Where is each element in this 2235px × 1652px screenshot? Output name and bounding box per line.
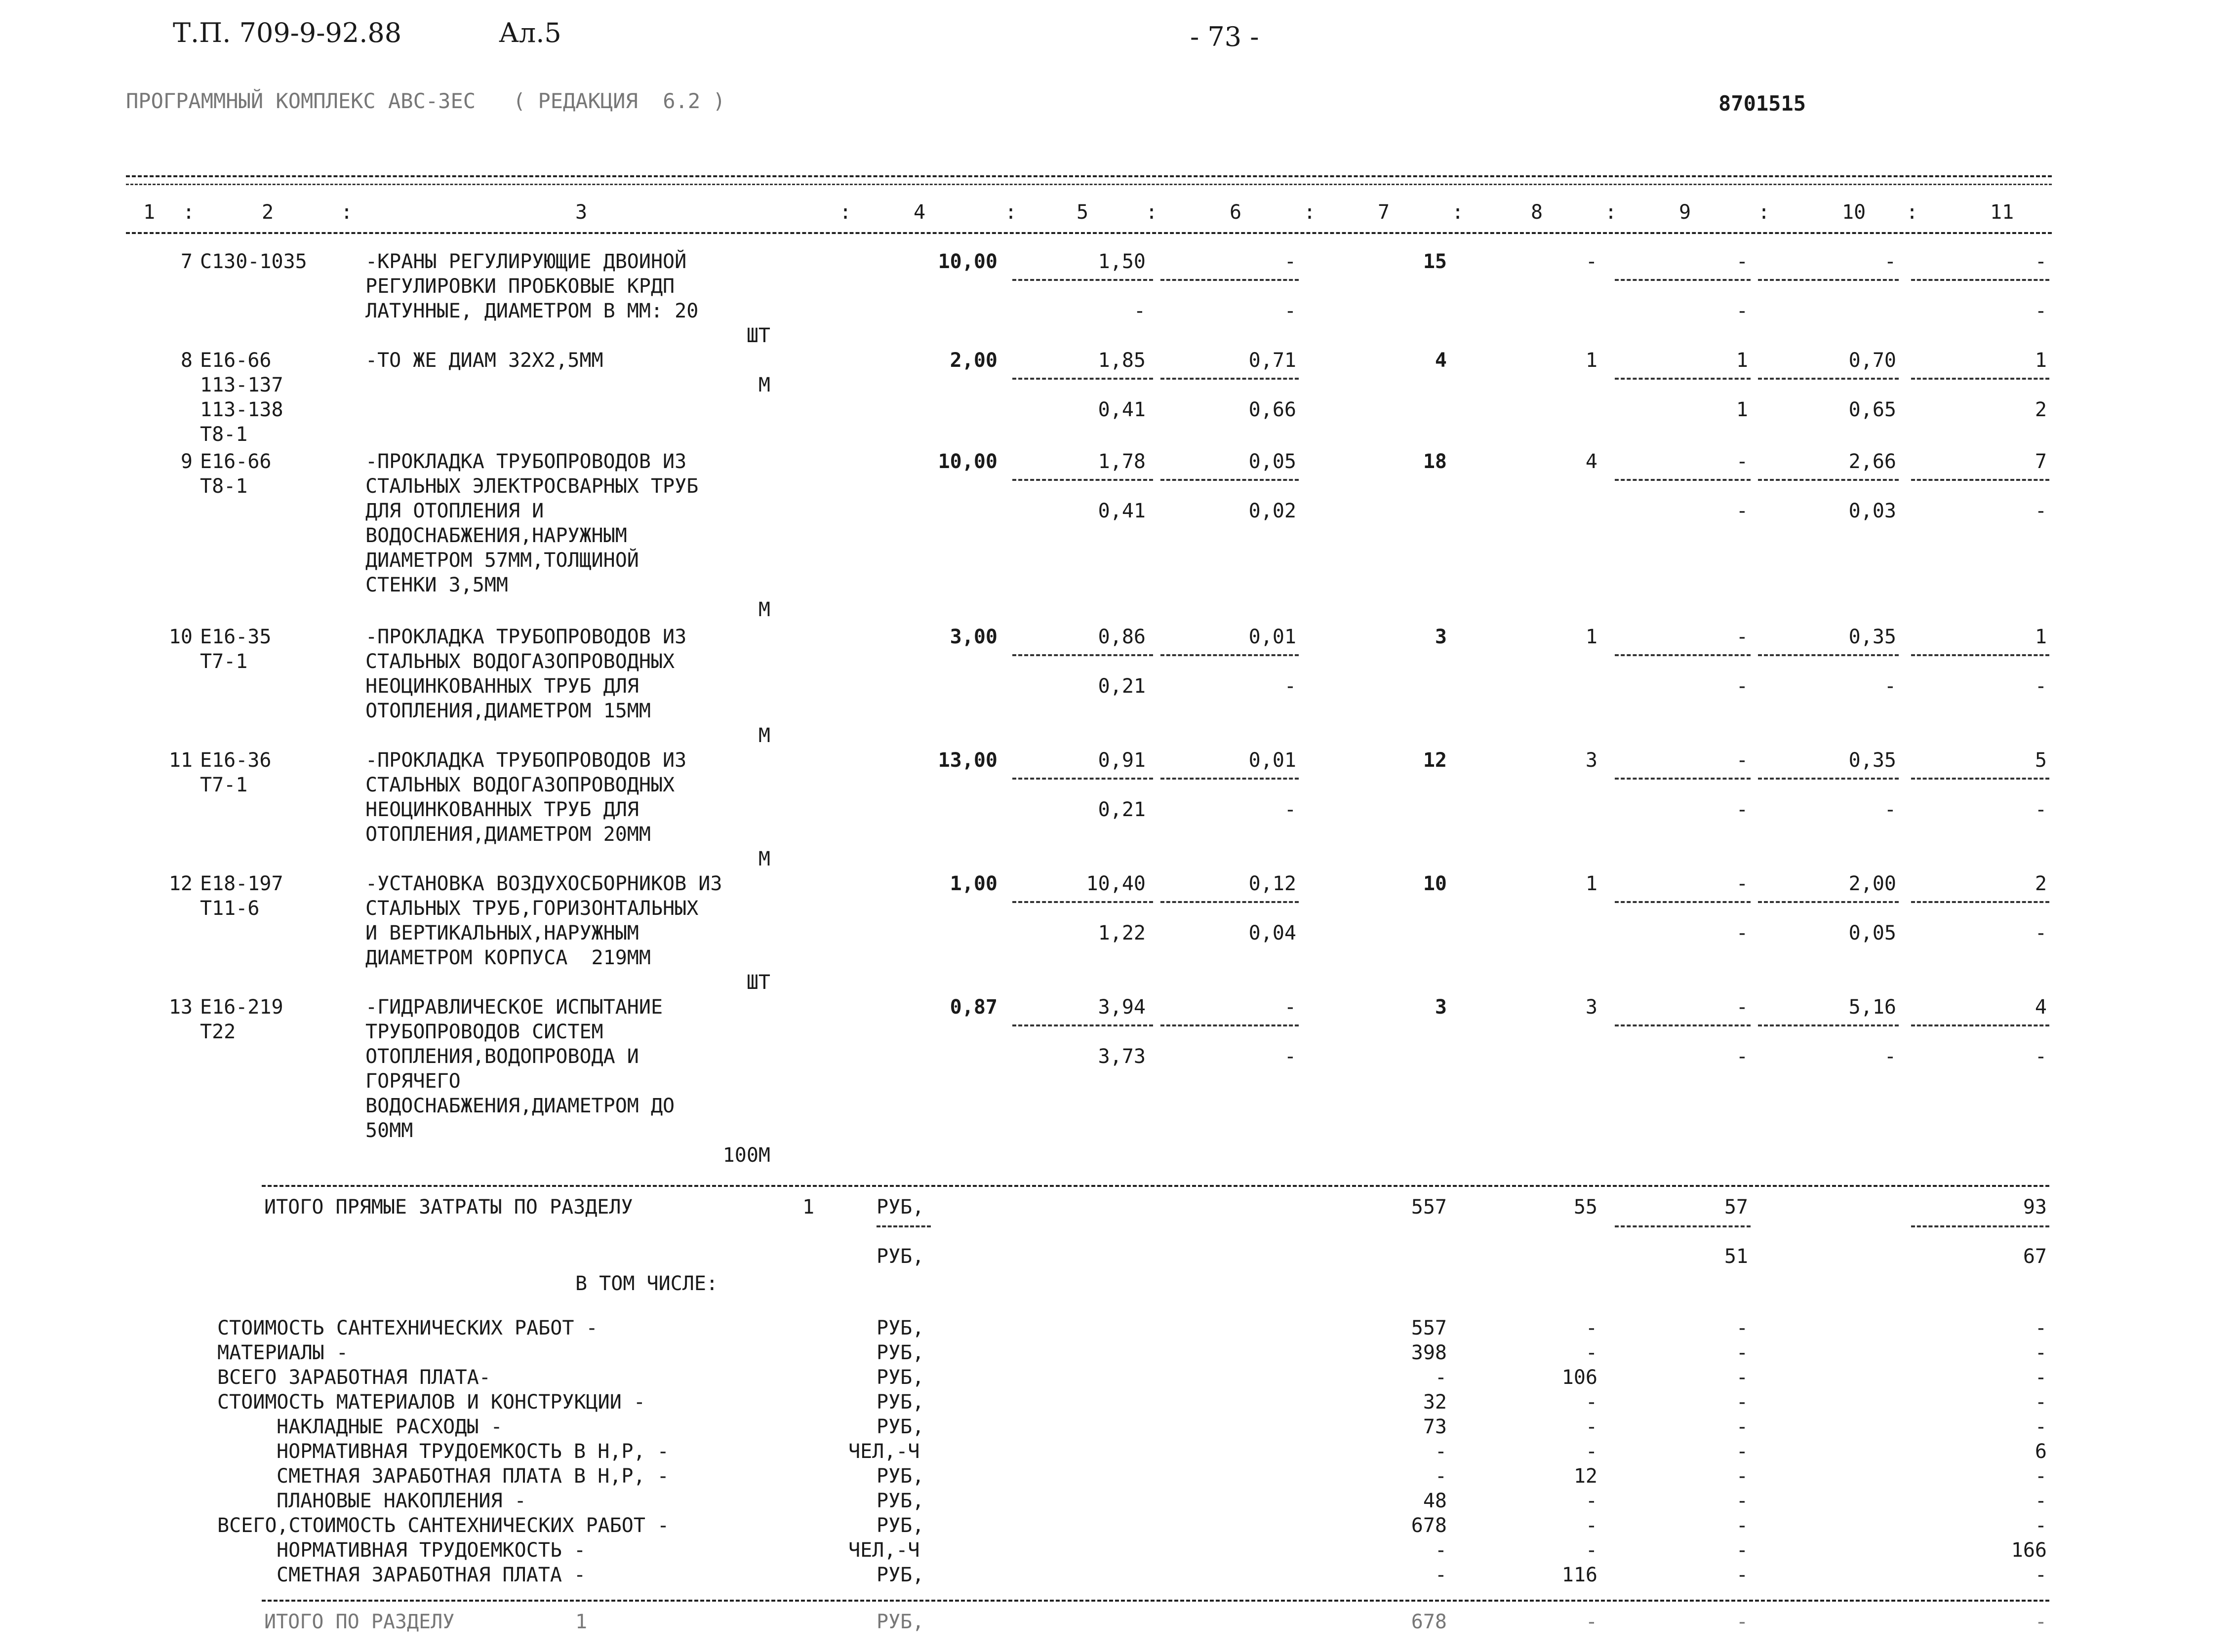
breakdown-label: ВСЕГО,СТОИМОСТЬ САНТЕХНИЧЕСКИХ РАБОТ - (217, 1514, 670, 1537)
footer-label: ИТОГО ПО РАЗДЕЛУ (264, 1611, 455, 1633)
breakdown-unit: РУБ, (877, 1564, 924, 1586)
column-number: : (1758, 201, 1770, 224)
row-unit: 100М (722, 1144, 770, 1167)
breakdown-labor: - (2035, 1465, 2047, 1488)
row-code: Е16-219 (200, 996, 283, 1019)
row-code: Е16-66 (200, 450, 272, 473)
unit-machine-cost: - (1284, 250, 1296, 273)
breakdown-labor: - (2035, 1564, 2047, 1586)
unit-cost: 0,86 (1098, 626, 1146, 648)
document-number: 8701515 (1718, 91, 1806, 116)
quantity: 1,00 (950, 872, 998, 895)
breakdown-wage: 116 (1561, 1564, 1597, 1586)
totals-underline (1615, 1225, 1751, 1227)
breakdown-cost: 557 (1411, 1317, 1447, 1339)
breakdown-unit: РУБ, (877, 1317, 924, 1339)
row-code: Е16-66 (200, 349, 272, 372)
total-cost: 4 (1435, 349, 1447, 372)
row-code: Е16-36 (200, 749, 272, 772)
total-cost: 10 (1423, 872, 1447, 895)
total-wage: 4 (1585, 450, 1597, 473)
totals-label: ИТОГО ПРЯМЫЕ ЗАТРАТЫ ПО РАЗДЕЛУ (264, 1196, 633, 1219)
unit-cost-wage: - (1133, 300, 1146, 322)
page-number: - 73 - (1190, 21, 1259, 52)
breakdown-labor: - (2035, 1416, 2047, 1438)
labor-total: 1 (2035, 626, 2047, 648)
row-description: -ПРОКЛАДКА ТРУБОПРОВОДОВ ИЗ (365, 450, 687, 473)
breakdown-unit: РУБ, (877, 1514, 924, 1537)
unit-cost-wage: 3,73 (1098, 1045, 1146, 1068)
row-description: -ГИДРАВЛИЧЕСКОЕ ИСПЫТАНИЕ (365, 996, 663, 1019)
column-number: 1 (143, 201, 156, 224)
cell-underline (1160, 378, 1299, 380)
breakdown-wage: - (1585, 1391, 1597, 1414)
breakdown-machine: - (1736, 1465, 1748, 1488)
cell-underline (1911, 654, 2049, 656)
row-code: 113-138 (200, 398, 283, 421)
breakdown-machine: - (1736, 1440, 1748, 1463)
row-number: 7 (180, 250, 193, 273)
total-machine-wage: - (1736, 675, 1748, 698)
row-number: 9 (180, 450, 193, 473)
column-number: : (1304, 201, 1316, 224)
breakdown-label: ВСЕГО ЗАРАБОТНАЯ ПЛАТА- (217, 1366, 491, 1389)
cell-underline (1911, 1024, 2049, 1026)
footer-unit: РУБ, (877, 1611, 924, 1633)
breakdown-labor: - (2035, 1391, 2047, 1414)
cell-underline (1012, 654, 1153, 656)
labor-per-unit: 2,66 (1848, 450, 1896, 473)
row-code: Т7-1 (200, 774, 248, 796)
quantity: 10,00 (938, 250, 998, 273)
breakdown-cost: - (1435, 1564, 1447, 1586)
unit-machine-cost: 0,12 (1248, 872, 1296, 895)
row-description: ВОДОСНАБЖЕНИЯ,ДИАМЕТРОМ ДО (365, 1095, 675, 1117)
cell-underline (1615, 479, 1751, 481)
row-description: ЛАТУННЫЕ, ДИАМЕТРОМ В ММ: 20 (365, 300, 699, 322)
row-unit: ШТ (746, 971, 770, 994)
column-number: 5 (1077, 201, 1089, 224)
breakdown-wage: - (1585, 1416, 1597, 1438)
quantity: 0,87 (950, 996, 998, 1019)
breakdown-machine: - (1736, 1391, 1748, 1414)
row-description: ГОРЯЧЕГО (365, 1070, 461, 1093)
column-number: 7 (1378, 201, 1390, 224)
row-description: -КРАНЫ РЕГУЛИРУЮЩИЕ ДВОИНОЙ (365, 250, 687, 273)
labor-total: 1 (2035, 349, 2047, 372)
row-number: 12 (168, 872, 193, 895)
row-number: 11 (168, 749, 193, 772)
unit-machine-cost: 0,05 (1248, 450, 1296, 473)
total-wage: 3 (1585, 996, 1597, 1019)
column-number: : (341, 201, 353, 224)
cell-underline (1160, 901, 1299, 903)
unit-machine-wage: - (1284, 1045, 1296, 1068)
column-number: : (183, 201, 195, 224)
total-cost: 18 (1423, 450, 1447, 473)
labor-total-2: - (2035, 922, 2047, 944)
unit-cost-wage: 0,41 (1098, 500, 1146, 522)
labor-total: - (2035, 250, 2047, 273)
row-number: 10 (168, 626, 193, 648)
unit-cost-wage: 1,22 (1098, 922, 1146, 944)
cell-underline (1911, 901, 2049, 903)
breakdown-unit: РУБ, (877, 1416, 924, 1438)
breakdown-wage: 12 (1573, 1465, 1597, 1488)
breakdown-labor: - (2035, 1366, 2047, 1389)
total-machine: - (1736, 996, 1748, 1019)
row-code: 113-137 (200, 374, 283, 396)
breakdown-label: МАТЕРИАЛЫ - (217, 1341, 348, 1364)
column-number: 8 (1531, 201, 1543, 224)
column-number: : (1452, 201, 1464, 224)
row-description: 50ММ (365, 1119, 413, 1142)
row-unit: ШТ (746, 324, 770, 347)
row-unit: М (758, 598, 770, 621)
breakdown-label: СМЕТНАЯ ЗАРАБОТНАЯ ПЛАТА В Н,Р, - (277, 1465, 669, 1488)
totals-machine-wage: 51 (1724, 1245, 1748, 1268)
total-machine: - (1736, 749, 1748, 772)
unit-cost: 1,78 (1098, 450, 1146, 473)
total-machine-wage: 1 (1736, 398, 1748, 421)
breakdown-label: НОРМАТИВНАЯ ТРУДОЕМКОСТЬ В Н,Р, - (277, 1440, 669, 1463)
cell-underline (1012, 1024, 1153, 1026)
totals-unit: РУБ, (877, 1196, 924, 1219)
unit-machine-wage: - (1284, 798, 1296, 821)
row-number: 13 (168, 996, 193, 1019)
program-line: ПРОГРАММНЫЙ КОМПЛЕКС АВС-3ЕС ( РЕДАКЦИЯ 6.2 ) (126, 89, 725, 113)
column-number: : (1906, 201, 1918, 224)
cell-underline (1160, 654, 1299, 656)
cell-underline (1911, 279, 2049, 281)
labor-total: 5 (2035, 749, 2047, 772)
cell-underline (1911, 378, 2049, 380)
cell-underline (1012, 479, 1153, 481)
breakdown-labor: - (2035, 1317, 2047, 1339)
breakdown-wage: - (1585, 1440, 1597, 1463)
row-description: ДИАМЕТРОМ 57ММ,ТОЛЩИНОЙ (365, 549, 639, 572)
row-description: ДЛЯ ОТОПЛЕНИЯ И (365, 500, 544, 522)
row-description: ВОДОСНАБЖЕНИЯ,НАРУЖНЫМ (365, 524, 627, 547)
total-wage: 1 (1585, 349, 1597, 372)
unit-machine-wage: - (1284, 675, 1296, 698)
labor-total: 7 (2035, 450, 2047, 473)
labor-total: 2 (2035, 872, 2047, 895)
breakdown-machine: - (1736, 1317, 1748, 1339)
row-description: ОТОПЛЕНИЯ,ВОДОПРОВОДА И (365, 1045, 639, 1068)
column-number: : (839, 201, 852, 224)
breakdown-machine: - (1736, 1366, 1748, 1389)
breakdown-machine: - (1736, 1490, 1748, 1512)
totals-underline (1911, 1225, 2049, 1227)
breakdown-cost: 32 (1423, 1391, 1447, 1414)
labor-total-2: 2 (2035, 398, 2047, 421)
row-description: СТАЛЬНЫХ ЭЛЕКТРОСВАРНЫХ ТРУБ (365, 475, 699, 498)
row-description: -УСТАНОВКА ВОЗДУХОСБОРНИКОВ ИЗ (365, 872, 722, 895)
breakdown-labor: - (2035, 1490, 2047, 1512)
cell-underline (1615, 901, 1751, 903)
sheet-label: Ал.5 (499, 17, 561, 48)
labor-per-unit-2: - (1884, 675, 1896, 698)
cell-underline (1758, 778, 1899, 780)
unit-cost-wage: 0,21 (1098, 798, 1146, 821)
breakdown-unit: РУБ, (877, 1366, 924, 1389)
totals-wage: 55 (1573, 1196, 1597, 1219)
labor-per-unit-2: 0,05 (1848, 922, 1896, 944)
totals-labor: 93 (2023, 1196, 2047, 1219)
row-number: 8 (180, 349, 193, 372)
cell-underline (1160, 479, 1299, 481)
cell-underline (1758, 654, 1899, 656)
total-machine-wage: - (1736, 798, 1748, 821)
breakdown-machine: - (1736, 1514, 1748, 1537)
cell-underline (1758, 279, 1899, 281)
breakdown-unit: РУБ, (877, 1465, 924, 1488)
footer-wage: - (1585, 1611, 1597, 1633)
breakdown-unit: ЧЕЛ,-Ч (848, 1539, 920, 1562)
row-unit: М (758, 848, 770, 870)
document-code: Т.П. 709-9-92.88 (173, 17, 402, 48)
breakdown-wage: - (1585, 1539, 1597, 1562)
unit-machine-wage: 0,04 (1248, 922, 1296, 944)
breakdown-unit: РУБ, (877, 1391, 924, 1414)
cell-underline (1758, 901, 1899, 903)
cell-underline (1012, 378, 1153, 380)
total-machine: - (1736, 250, 1748, 273)
total-wage: 1 (1585, 872, 1597, 895)
row-code: С130-1035 (200, 250, 307, 273)
totals-section: 1 (802, 1196, 815, 1219)
labor-total-2: - (2035, 500, 2047, 522)
breakdown-labor: 166 (2011, 1539, 2047, 1562)
total-cost: 3 (1435, 996, 1447, 1019)
breakdown-cost: 678 (1411, 1514, 1447, 1537)
cell-underline (1758, 1024, 1899, 1026)
breakdown-cost: - (1435, 1465, 1447, 1488)
breakdown-cost: - (1435, 1440, 1447, 1463)
total-wage: - (1585, 250, 1597, 273)
row-code: Т8-1 (200, 423, 248, 446)
labor-total: 4 (2035, 996, 2047, 1019)
footer-machine: - (1736, 1611, 1748, 1633)
cell-underline (1012, 901, 1153, 903)
total-machine: 1 (1736, 349, 1748, 372)
cell-underline (1758, 378, 1899, 380)
total-machine: - (1736, 872, 1748, 895)
cell-underline (1615, 778, 1751, 780)
cell-underline (1911, 778, 2049, 780)
breakdown-labor: - (2035, 1341, 2047, 1364)
breakdown-wage: - (1585, 1514, 1597, 1537)
breakdown-labor: - (2035, 1514, 2047, 1537)
quantity: 13,00 (938, 749, 998, 772)
row-description: ТРУБОПРОВОДОВ СИСТЕМ (365, 1021, 603, 1043)
column-number: 11 (1990, 201, 2014, 224)
unit-machine-cost: 0,01 (1248, 749, 1296, 772)
unit-cost: 3,94 (1098, 996, 1146, 1019)
row-unit: М (758, 724, 770, 747)
row-description: И ВЕРТИКАЛЬНЫХ,НАРУЖНЫМ (365, 922, 639, 944)
totals-cost: 557 (1411, 1196, 1447, 1219)
labor-total-2: - (2035, 1045, 2047, 1068)
row-description: ОТОПЛЕНИЯ,ДИАМЕТРОМ 15ММ (365, 700, 651, 722)
column-number: 9 (1679, 201, 1691, 224)
breakdown-machine: - (1736, 1539, 1748, 1562)
footer-section: 1 (575, 1611, 588, 1633)
quantity: 10,00 (938, 450, 998, 473)
breakdown-heading: В ТОМ ЧИСЛЕ: (575, 1272, 718, 1295)
total-machine-wage: - (1736, 922, 1748, 944)
cell-underline (1160, 778, 1299, 780)
breakdown-unit: ЧЕЛ,-Ч (848, 1440, 920, 1463)
breakdown-unit: РУБ, (877, 1341, 924, 1364)
footer-cost: 678 (1411, 1611, 1447, 1633)
labor-per-unit: 2,00 (1848, 872, 1896, 895)
total-cost: 15 (1423, 250, 1447, 273)
breakdown-machine: - (1736, 1341, 1748, 1364)
breakdown-wage: - (1585, 1317, 1597, 1339)
breakdown-cost: - (1435, 1366, 1447, 1389)
totals-labor-2: 67 (2023, 1245, 2047, 1268)
breakdown-machine: - (1736, 1564, 1748, 1586)
breakdown-wage: - (1585, 1490, 1597, 1512)
row-code: Т22 (200, 1021, 236, 1043)
labor-total-2: - (2035, 798, 2047, 821)
breakdown-cost: - (1435, 1539, 1447, 1562)
row-description: ОТОПЛЕНИЯ,ДИАМЕТРОМ 20ММ (365, 823, 651, 846)
unit-machine-cost: 0,01 (1248, 626, 1296, 648)
cell-underline (1758, 479, 1899, 481)
labor-per-unit: 0,70 (1848, 349, 1896, 372)
total-wage: 1 (1585, 626, 1597, 648)
row-description: -ПРОКЛАДКА ТРУБОПРОВОДОВ ИЗ (365, 626, 687, 648)
breakdown-cost: 398 (1411, 1341, 1447, 1364)
breakdown-wage: 106 (1561, 1366, 1597, 1389)
column-number: : (1005, 201, 1017, 224)
breakdown-label: НОРМАТИВНАЯ ТРУДОЕМКОСТЬ - (277, 1539, 586, 1562)
row-description: СТАЛЬНЫХ ВОДОГАЗОПРОВОДНЫХ (365, 650, 675, 673)
unit-machine-wage: 0,66 (1248, 398, 1296, 421)
column-number: 10 (1842, 201, 1866, 224)
unit-cost: 1,50 (1098, 250, 1146, 273)
quantity: 2,00 (950, 349, 998, 372)
total-machine-wage: - (1736, 1045, 1748, 1068)
row-description: НЕОЦИНКОВАННЫХ ТРУБ ДЛЯ (365, 675, 639, 698)
labor-per-unit: 0,35 (1848, 626, 1896, 648)
row-description: -ТО ЖЕ ДИАМ 32Х2,5ММ (365, 349, 603, 372)
cell-underline (1012, 279, 1153, 281)
unit-machine-cost: - (1284, 996, 1296, 1019)
totals-machine: 57 (1724, 1196, 1748, 1219)
cell-underline (1615, 654, 1751, 656)
total-cost: 12 (1423, 749, 1447, 772)
unit-machine-wage: 0,02 (1248, 500, 1296, 522)
unit-cost-wage: 0,41 (1098, 398, 1146, 421)
row-unit: М (758, 374, 770, 396)
cell-underline (1615, 378, 1751, 380)
row-code: Т7-1 (200, 650, 248, 673)
totals-underline (877, 1225, 931, 1227)
cell-underline (1012, 778, 1153, 780)
breakdown-wage: - (1585, 1341, 1597, 1364)
total-wage: 3 (1585, 749, 1597, 772)
footer-rule (262, 1600, 2049, 1602)
column-number: 6 (1230, 201, 1242, 224)
labor-total-2: - (2035, 675, 2047, 698)
breakdown-machine: - (1736, 1416, 1748, 1438)
breakdown-unit: РУБ, (877, 1490, 924, 1512)
unit-machine-cost: 0,71 (1248, 349, 1296, 372)
total-machine-wage: - (1736, 500, 1748, 522)
column-number: 4 (914, 201, 926, 224)
labor-per-unit: - (1884, 250, 1896, 273)
breakdown-cost: 73 (1423, 1416, 1447, 1438)
unit-cost: 10,40 (1086, 872, 1146, 895)
unit-cost: 0,91 (1098, 749, 1146, 772)
labor-per-unit-2: - (1884, 798, 1896, 821)
column-number: 3 (575, 201, 588, 224)
breakdown-label: СТОИМОСТЬ САНТЕХНИЧЕСКИХ РАБОТ - (217, 1317, 598, 1339)
cell-underline (1911, 479, 2049, 481)
row-code: Т11-6 (200, 897, 260, 920)
row-description: ДИАМЕТРОМ КОРПУСА 219ММ (365, 946, 651, 969)
cell-underline (1615, 1024, 1751, 1026)
cell-underline (1160, 279, 1299, 281)
labor-per-unit-2: 0,65 (1848, 398, 1896, 421)
breakdown-cost: 48 (1423, 1490, 1447, 1512)
labor-total-2: - (2035, 300, 2047, 322)
breakdown-label: НАКЛАДНЫЕ РАСХОДЫ - (277, 1416, 503, 1438)
row-code: Е18-197 (200, 872, 283, 895)
row-description: РЕГУЛИРОВКИ ПРОБКОВЫЕ КРДП (365, 275, 675, 298)
row-code: Т8-1 (200, 475, 248, 498)
unit-machine-wage: - (1284, 300, 1296, 322)
labor-per-unit: 5,16 (1848, 996, 1896, 1019)
footer-labor: - (2035, 1611, 2047, 1633)
cell-underline (1615, 279, 1751, 281)
breakdown-label: СМЕТНАЯ ЗАРАБОТНАЯ ПЛАТА - (277, 1564, 586, 1586)
row-description: НЕОЦИНКОВАННЫХ ТРУБ ДЛЯ (365, 798, 639, 821)
column-number: : (1605, 201, 1617, 224)
breakdown-labor: 6 (2035, 1440, 2047, 1463)
unit-cost-wage: 0,21 (1098, 675, 1146, 698)
totals-unit-2: РУБ, (877, 1245, 924, 1268)
row-code: Е16-35 (200, 626, 272, 648)
unit-cost: 1,85 (1098, 349, 1146, 372)
labor-per-unit: 0,35 (1848, 749, 1896, 772)
cell-underline (1160, 1024, 1299, 1026)
quantity: 3,00 (950, 626, 998, 648)
column-number: : (1146, 201, 1158, 224)
row-description: СТАЛЬНЫХ ТРУБ,ГОРИЗОНТАЛЬНЫХ (365, 897, 699, 920)
breakdown-label: ПЛАНОВЫЕ НАКОПЛЕНИЯ - (277, 1490, 526, 1512)
row-description: -ПРОКЛАДКА ТРУБОПРОВОДОВ ИЗ (365, 749, 687, 772)
breakdown-label: СТОИМОСТЬ МАТЕРИАЛОВ И КОНСТРУКЦИИ - (217, 1391, 645, 1414)
labor-per-unit-2: 0,03 (1848, 500, 1896, 522)
total-machine: - (1736, 450, 1748, 473)
total-machine-wage: - (1736, 300, 1748, 322)
column-number: 2 (262, 201, 274, 224)
total-machine: - (1736, 626, 1748, 648)
totals-rule (262, 1185, 2049, 1187)
row-description: СТАЛЬНЫХ ВОДОГАЗОПРОВОДНЫХ (365, 774, 675, 796)
row-description: СТЕНКИ 3,5ММ (365, 574, 508, 596)
total-cost: 3 (1435, 626, 1447, 648)
labor-per-unit-2: - (1884, 1045, 1896, 1068)
